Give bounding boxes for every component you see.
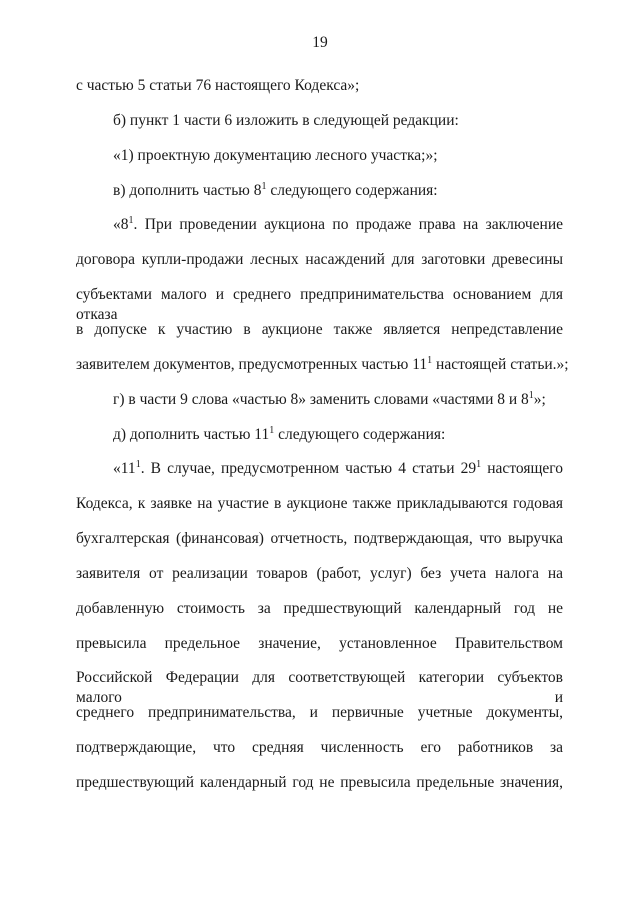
text-fragment: среднего предпринимательства, и первичные учетные документы, — [76, 704, 563, 722]
text-fragment: бухгалтерская (финансовая) отчетность, подтверждающая, что выручка — [76, 530, 563, 548]
text-fragment: . При проведении аукциона по продаже права на заключение — [133, 216, 563, 234]
text-line — [76, 354, 569, 375]
text-fragment: д) дополнить частью 11 — [113, 425, 270, 443]
text-line — [76, 494, 563, 514]
superscript: 1 — [476, 459, 482, 471]
superscript: 1 — [261, 180, 267, 192]
text-fragment: «1) проектную документацию лесного участка;»; — [113, 146, 438, 164]
text-line — [76, 634, 563, 654]
page-number: 19 — [312, 34, 328, 51]
text-line — [113, 459, 563, 479]
text-fragment: г) в части 9 слова «частью 8» заменить словами «частями 8 и 8 — [113, 390, 529, 408]
text-line — [113, 181, 563, 201]
text-fragment: следующего содержания: — [274, 425, 446, 443]
text-fragment: . В случае, предусмотренном частью 4 статьи 29 — [140, 460, 477, 478]
text-fragment: подтверждающие, что средняя численность его работников за — [76, 739, 563, 757]
text-fragment: настоящей статьи.»; — [432, 355, 569, 373]
text-fragment: субъектами малого и среднего предпринимательства основанием для отказа — [76, 286, 563, 324]
text-line — [113, 390, 563, 410]
text-fragment: Кодекса, к заявке на участие в аукционе также прикладываются годовая — [76, 495, 563, 513]
text-line — [76, 564, 563, 584]
text-fragment: заявителя от реализации товаров (работ, услуг) без учета налога на — [76, 564, 563, 582]
text-fragment: Российской Федерации для соответствующей категории субъектов малого и — [76, 669, 563, 707]
text-line — [76, 738, 563, 758]
text-fragment: в допуске к участию в аукционе также является непредставление — [76, 320, 563, 338]
text-line — [76, 599, 563, 619]
text-fragment: »; — [533, 390, 546, 408]
text-fragment: «11 — [113, 460, 136, 478]
superscript: 1 — [427, 354, 433, 366]
text-line — [113, 111, 563, 131]
text-fragment: заявителем документов, предусмотренных частью 11 — [76, 355, 428, 373]
text-fragment: превысила предельное значение, установленное Правительством — [76, 634, 563, 652]
text-fragment: добавленную стоимость за предшествующий календарный год не — [76, 599, 563, 617]
text-line — [76, 250, 563, 270]
text-line — [113, 146, 563, 166]
text-line — [76, 320, 563, 340]
text-line — [76, 76, 563, 96]
text-line — [76, 773, 563, 793]
superscript: 1 — [135, 459, 141, 471]
text-line — [113, 425, 563, 445]
text-fragment: предшествующий календарный год не превысила предельные значения, — [76, 774, 563, 791]
text-fragment: «8 — [113, 216, 129, 234]
text-fragment: договора купли-продажи лесных насаждений для заготовки древесины — [76, 251, 563, 269]
text-fragment: следующего содержания: — [266, 181, 438, 199]
superscript: 1 — [528, 389, 534, 401]
superscript: 1 — [269, 424, 275, 436]
text-line — [113, 215, 563, 235]
text-fragment: настоящего — [481, 460, 564, 478]
text-fragment: б) пункт 1 части 6 изложить в следующей редакции: — [113, 111, 459, 129]
superscript: 1 — [128, 215, 134, 227]
text-line — [76, 529, 563, 549]
text-line — [76, 703, 563, 723]
text-fragment: с частью 5 статьи 76 настоящего Кодекса»; — [76, 77, 360, 94]
text-fragment: в) дополнить частью 8 — [113, 181, 262, 199]
